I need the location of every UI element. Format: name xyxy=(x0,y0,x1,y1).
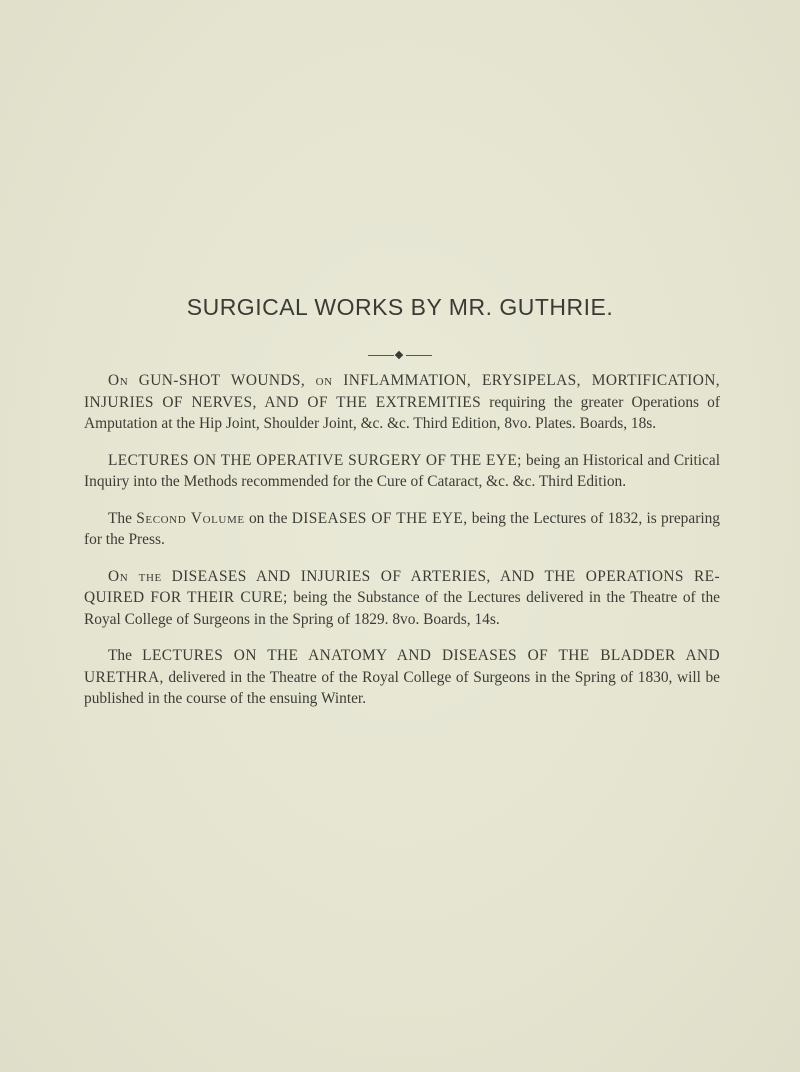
entry-lead: Second Volume xyxy=(136,509,245,527)
entry-description: delivered in the Theatre of the Royal College of Surgeons in the Spring of 1830, will be published in the course of the ensuing Winter. xyxy=(84,668,720,707)
entry-connector: on the xyxy=(248,509,288,527)
entry-description: being the Substance of the Lectures delivered in the Theatre of the Royal College of Surgeons in the Spring of 1829. 8vo. Boards, 14s. xyxy=(84,589,720,628)
ornamental-divider xyxy=(368,352,432,360)
divider-line-right xyxy=(406,355,432,356)
diamond-icon xyxy=(395,351,403,359)
entry-title: GUN-SHOT WOUNDS, xyxy=(138,372,306,389)
entry-description: requiring the greater Operations of Amputation at the Hip Joint, Shoulder Joint, &c. &c. Third Edition, 8vo. Plates. Boards, 18s. xyxy=(84,393,720,432)
entry-title: LECTURES ON THE ANATOMY AND DISEASES OF THE BLADDER AND URETHRA, xyxy=(84,647,720,686)
entry-title-2: INFLAMMATION, ERYSIPELAS, MORTIFICATION, INJURIES OF NERVES, AND OF THE EXTREMITIES xyxy=(84,372,720,411)
work-entry-bladder-urethra xyxy=(84,645,720,710)
entry-article: The xyxy=(108,647,132,664)
entry-title: DISEASES OF THE EYE, xyxy=(291,509,468,527)
work-entry-arteries xyxy=(84,566,720,631)
entry-lead: On the xyxy=(108,567,162,585)
page-title: SURGICAL WORKS BY MR. GUTHRIE. xyxy=(186,294,614,320)
entry-lead-2: on xyxy=(315,372,333,389)
divider-line-left xyxy=(368,355,394,356)
entry-title: DISEASES AND INJURIES OF ARTERIES, AND THE OPERATIONS RE-QUIRED FOR THEIR CURE; xyxy=(84,567,720,606)
entry-article: The xyxy=(108,509,132,527)
work-entry-gunshot-wounds xyxy=(84,370,720,435)
entry-lead: On xyxy=(108,372,129,389)
entry-description: being an Historical and Critical Inquiry into the Methods recommended for the Cure of Cataract, &c. &c. Third Edition. xyxy=(84,451,720,490)
work-entry-diseases-of-eye xyxy=(84,508,720,551)
works-list xyxy=(84,370,720,725)
entry-title: LECTURES ON THE OPERATIVE SURGERY OF THE EYE; xyxy=(108,451,522,469)
entry-description: being the Lectures of 1832, is preparing for the Press. xyxy=(84,509,720,548)
work-entry-operative-surgery-eye xyxy=(84,450,720,493)
